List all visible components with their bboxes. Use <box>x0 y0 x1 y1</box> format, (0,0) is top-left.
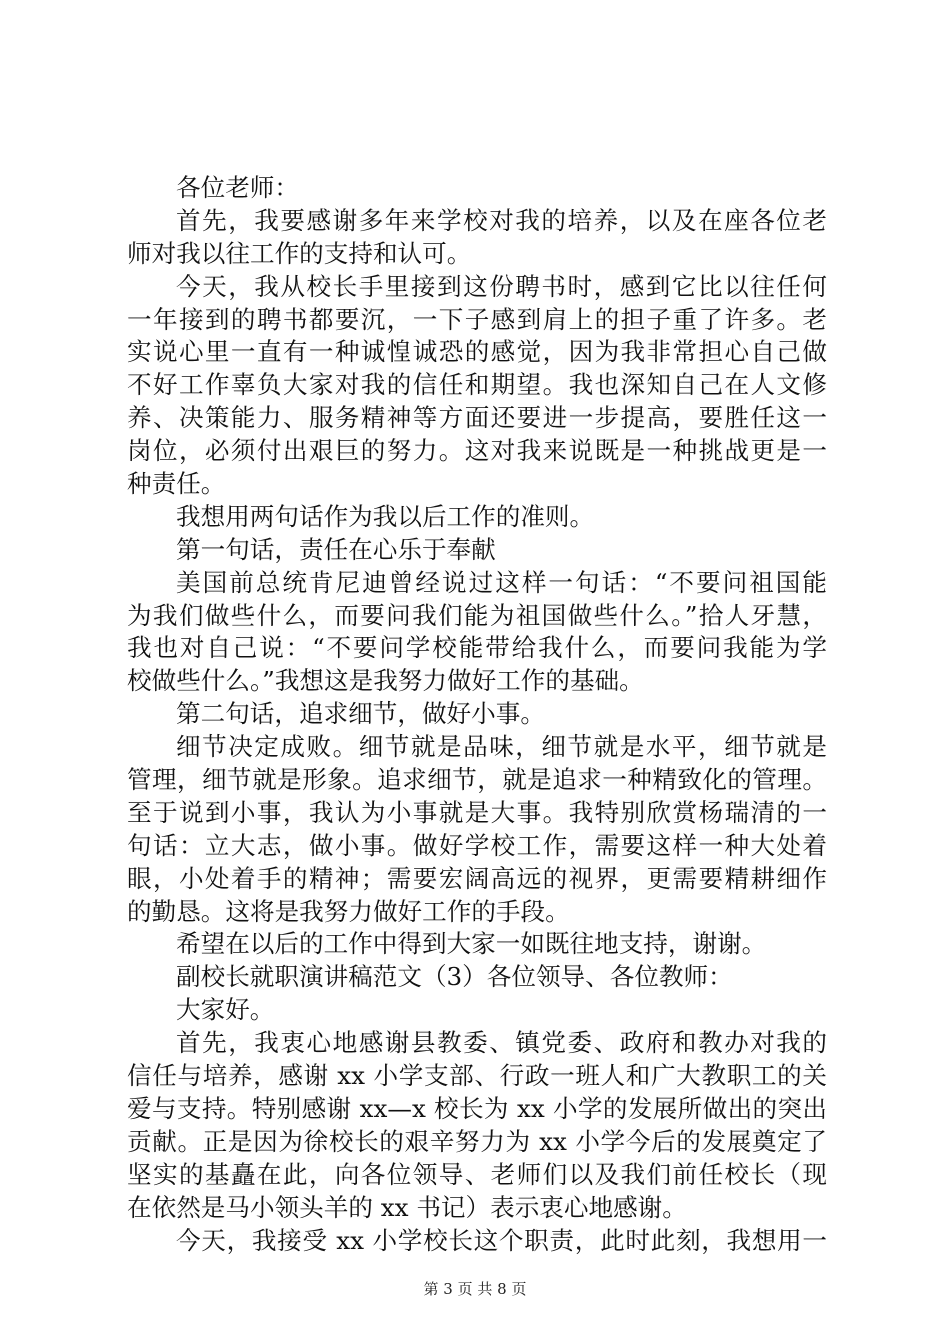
paragraph-line: 的勤恳。这将是我努力做好工作的手段。 <box>127 896 570 926</box>
paragraph-line: 在依然是马小领头羊的 xx 书记）表示衷心地感谢。 <box>127 1192 687 1222</box>
paragraph-line: 至于说到小事，我认为小事就是大事。我特别欣赏杨瑞清的一 <box>127 797 827 827</box>
paragraph-line: 首先，我要感谢多年来学校对我的培养，以及在座各位老 <box>176 205 827 235</box>
paragraph-line: 师对我以往工作的支持和认可。 <box>127 238 472 268</box>
paragraph-line: 种责任。 <box>127 469 226 499</box>
paragraph-line: 一年接到的聘书都要沉，一下子感到肩上的担子重了许多。老 <box>127 304 827 334</box>
section-heading: 第二句话，追求细节，做好小事。 <box>176 699 545 729</box>
paragraph-line: 我也对自己说：“不要问学校能带给我什么，而要问我能为学 <box>127 633 827 663</box>
paragraph-line: 眼，小处着手的精神；需要宏阔高远的视界，更需要精耕细作 <box>127 863 827 893</box>
section-title: 副校长就职演讲稿范文（3）各位领导、各位教师： <box>176 962 733 992</box>
paragraph-line: 首先，我衷心地感谢县教委、镇党委、政府和教办对我的 <box>176 1028 827 1058</box>
paragraph-line: 细节决定成败。细节就是品味，细节就是水平，细节就是 <box>176 732 827 762</box>
paragraph-line: 养、决策能力、服务精神等方面还要进一步提高，要胜任这一 <box>127 403 827 433</box>
paragraph-line: 我想用两句话作为我以后工作的准则。 <box>176 501 595 531</box>
paragraph-line: 今天，我从校长手里接到这份聘书时，感到它比以往任何 <box>176 271 827 301</box>
page-number-footer: 第 3 页 共 8 页 <box>423 1280 527 1298</box>
paragraph-line: 美国前总统肯尼迪曾经说过这样一句话：“不要问祖国能 <box>176 567 827 597</box>
paragraph-line: 今天，我接受 xx 小学校长这个职责，此时此刻，我想用一 <box>176 1225 827 1255</box>
paragraph-line: 校做些什么。”我想这是我努力做好工作的基础。 <box>127 666 644 696</box>
paragraph-line: 不好工作辜负大家对我的信任和期望。我也深知自己在人文修 <box>127 370 827 400</box>
paragraph-line: 为我们做些什么，而要问我们能为祖国做些什么。”拾人牙慧， <box>127 600 827 630</box>
paragraph-line: 岗位，必须付出艰巨的努力。这对我来说既是一种挑战更是一 <box>127 436 827 466</box>
paragraph-line: 管理，细节就是形象。追求细节，就是追求一种精致化的管理。 <box>127 765 827 795</box>
section-heading: 第一句话，责任在心乐于奉献 <box>176 534 496 564</box>
paragraph-line: 句话：立大志，做小事。做好学校工作，需要这样一种大处着 <box>127 830 827 860</box>
paragraph-line: 希望在以后的工作中得到大家一如既往地支持，谢谢。 <box>176 929 767 959</box>
paragraph-line: 信任与培养，感谢 xx 小学支部、行政一班人和广大教职工的关 <box>127 1061 827 1091</box>
paragraph-line: 实说心里一直有一种诚惶诚恐的感觉，因为我非常担心自己做 <box>127 337 827 367</box>
salutation: 各位老师： <box>176 173 299 202</box>
paragraph-line: 贡献。正是因为徐校长的艰辛努力为 xx 小学今后的发展奠定了 <box>127 1126 827 1156</box>
paragraph-line: 坚实的基矗在此，向各位领导、老师们以及我们前任校长（现 <box>127 1159 827 1189</box>
document-body <box>127 172 827 1257</box>
greeting: 大家好。 <box>176 995 275 1025</box>
paragraph-line: 爱与支持。特别感谢 xx—x 校长为 xx 小学的发展所做出的突出 <box>127 1093 827 1123</box>
